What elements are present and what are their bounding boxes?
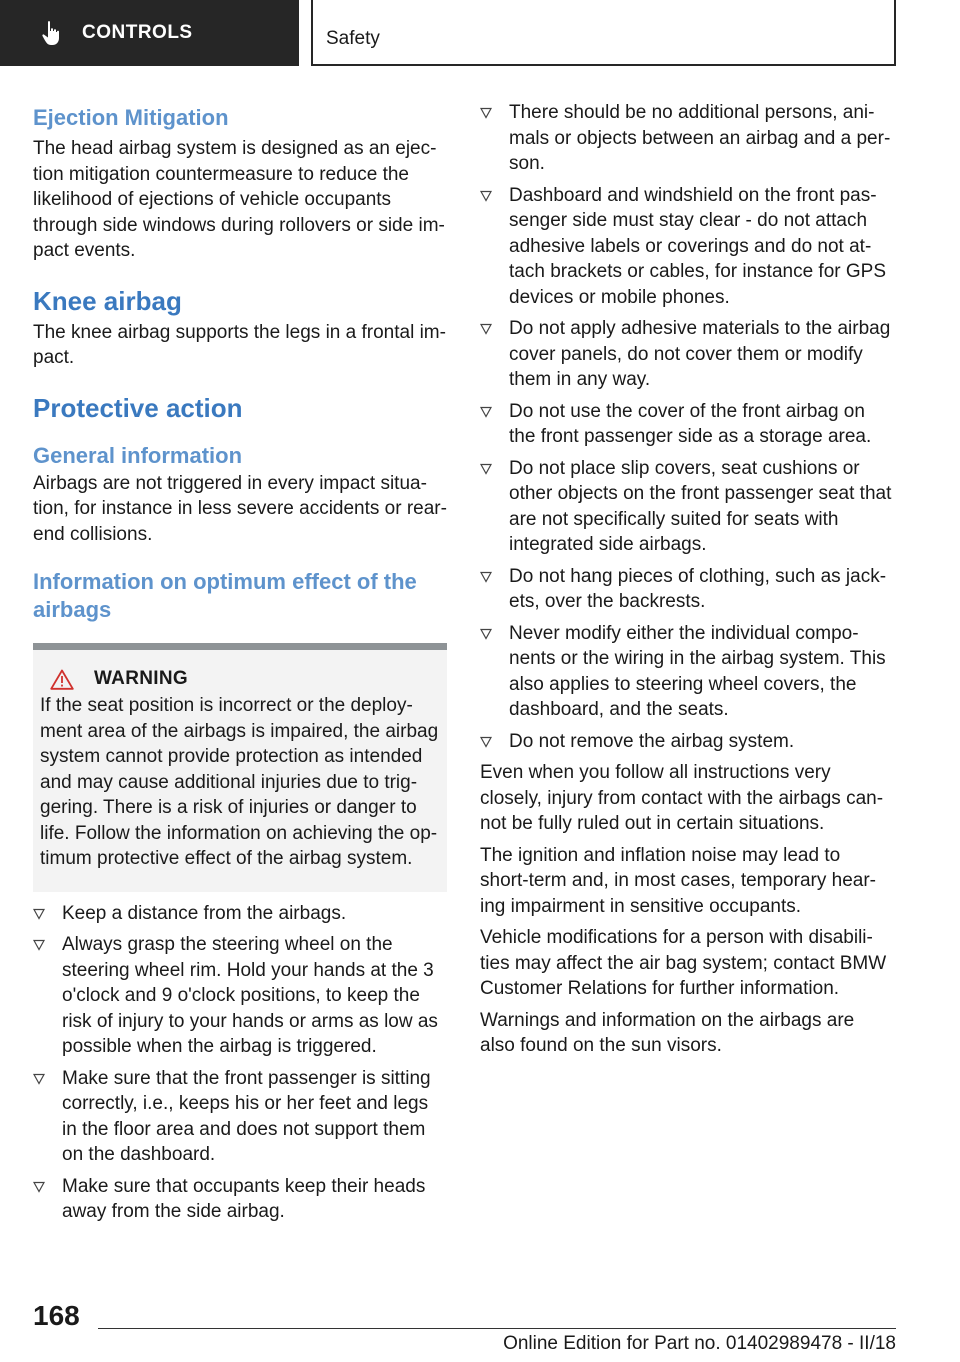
paragraph: Vehicle modifications for a person with disabili-ties may affect the air bag system; contact BMW Customer Relations for further information. (480, 927, 887, 999)
knee-airbag-text: The knee airbag supports the legs in a frontal im-pact. (33, 321, 446, 368)
general-information-heading: General information (33, 442, 243, 468)
warning-box (33, 643, 447, 892)
paragraph: Even when you follow all instructions very closely, injury from contact with the airbags can-not be fully ruled out in certain situations. (480, 762, 884, 834)
list-item: There should be no additional persons, ani-mals or objects between an airbag and a per-son. (480, 100, 894, 177)
triangle-bullet-icon (33, 1181, 45, 1193)
page-header (0, 0, 960, 66)
page-number: 168 (33, 1300, 80, 1331)
list-item: Do not use the cover of the front airbag on the front passenger side as a storage area. (480, 399, 894, 450)
footer-divider (98, 1328, 896, 1329)
list-item: Make sure that the front passenger is sitting correctly, i.e., keeps his or her feet and legs in the floor area and does not support them on the dashboard. (33, 1066, 447, 1168)
knee-airbag-heading: Knee airbag (33, 285, 182, 316)
list-item: Dashboard and windshield on the front pas-senger side must stay clear - do not attach adhesive labels or coverings and do not at-tach brackets or cables, for instance for GPS devices or mobile phones. (480, 183, 894, 311)
triangle-bullet-icon (480, 323, 492, 335)
triangle-bullet-icon (480, 463, 492, 475)
list-item: Do not hang pieces of clothing, such as jack-ets, over the backrests. (480, 564, 894, 615)
triangle-bullet-icon (480, 736, 492, 748)
list-item: Do not remove the airbag system. (480, 729, 894, 755)
general-information-text: Airbags are not triggered in every impact situa-tion, for instance in less severe accidents or rear-end collisions. (33, 472, 447, 545)
ejection-mitigation-heading: Ejection Mitigation (33, 105, 229, 130)
ejection-mitigation-text: The head airbag system is designed as an ejec-tion mitigation countermeasure to reduce the likelihood of ejections of vehicle occupants through side windows during rollovers or side im-pact events. (33, 138, 445, 261)
triangle-bullet-icon (480, 571, 492, 583)
list-item: Keep a distance from the airbags. (33, 901, 447, 927)
paragraph: The ignition and inflation noise may lead to short-term and, in most cases, temporary hear-ing impairment in sensitive occupants. (480, 844, 876, 917)
list-item: Always grasp the steering wheel on the steering wheel rim. Hold your hands at the 3 o'clock and 9 o'clock positions, to keep the risk of injury to your hands or arms as low as possible when the airbag is triggered. (33, 932, 447, 1060)
list-item: Make sure that occupants keep their heads away from the side airbag. (33, 1174, 447, 1225)
chapter-tab[interactable] (0, 0, 299, 66)
triangle-bullet-icon (33, 1073, 45, 1085)
list-item: Do not apply adhesive materials to the airbag cover panels, do not cover them or modify them in any way. (480, 316, 894, 393)
left-column (33, 100, 447, 1231)
optimum-effect-heading: Information on optimum effect of the airbags (33, 569, 417, 622)
paragraph: Warnings and information on the airbags are also found on the sun visors. (480, 1009, 855, 1056)
section-title: Safety (311, 0, 896, 66)
triangle-bullet-icon (480, 190, 492, 202)
warning-title: WARNING (94, 668, 188, 689)
triangle-bullet-icon (33, 908, 45, 920)
warning-triangle-icon (50, 669, 74, 690)
right-bullet-list (480, 100, 894, 754)
list-item: Never modify either the individual compo-nents or the wiring in the airbag system. This also applies to steering wheel covers, the dashboard, and the seats. (480, 621, 894, 723)
warning-header (50, 668, 439, 690)
left-bullet-list (33, 901, 447, 1225)
triangle-bullet-icon (480, 107, 492, 119)
triangle-bullet-icon (33, 939, 45, 951)
triangle-bullet-icon (480, 406, 492, 418)
footer-edition: Online Edition for Part no. 01402989478 - II/18 (503, 1333, 896, 1354)
chapter-tab-label: CONTROLS (82, 22, 193, 43)
protective-action-heading: Protective action (33, 392, 243, 423)
list-item: Do not place slip covers, seat cushions or other objects on the front passenger seat that are not specifically suited for seats with integrated side airbags. (480, 456, 894, 558)
pointing-hand-icon (40, 20, 64, 46)
right-column (480, 100, 894, 1065)
warning-text: If the seat position is incorrect or the deploy-ment area of the airbags is impaired, the airbag system cannot provide protection as intended and may cause additional injuries due to trig-gering. There is a risk of injuries or danger to life. Follow the information on achieving the op-timum protective effect of the airbag system. (40, 695, 439, 869)
triangle-bullet-icon (480, 628, 492, 640)
